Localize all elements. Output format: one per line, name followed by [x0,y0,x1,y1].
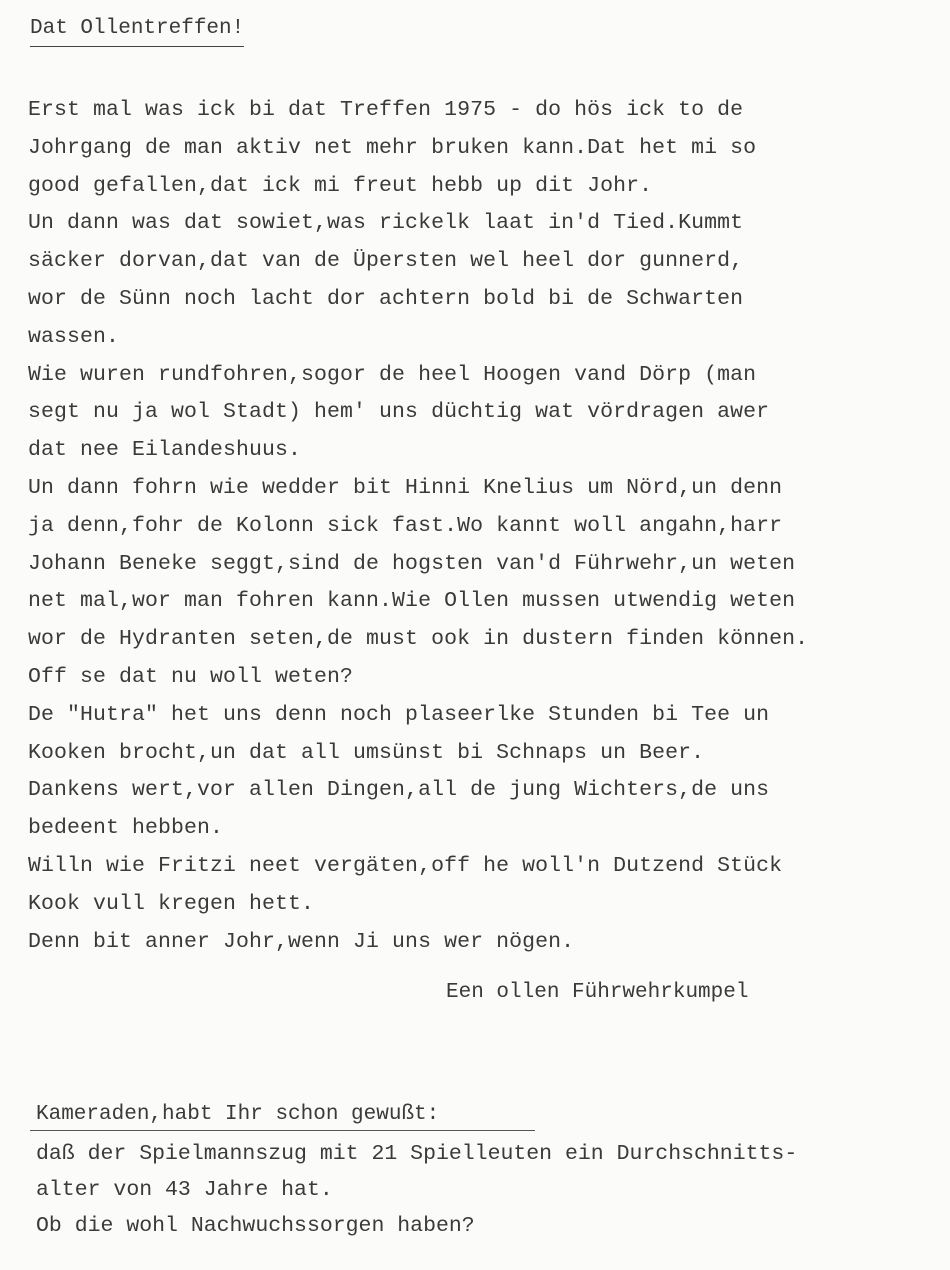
letter-body [28,92,938,961]
body-line: Erst mal was ick bi dat Treffen 1975 - do hös ick to de [28,98,744,122]
did-you-know-heading: Kameraden,habt Ihr schon gewußt: [36,1103,440,1126]
body-line: net mal,wor man fohren kann.Wie Ollen mussen utwendig weten [28,589,796,614]
body-line: Un dann was dat sowiet,was rickelk laat in'd Tied.Kummt [28,211,744,236]
body-line: Willn wie Fritzi neet vergäten,off he woll'n Dutzend Stück [28,853,783,878]
body-line: Dankens wert,vor allen Dingen,all de jung Wichters,de uns [28,778,770,803]
body-line: Kook vull kregen hett. [28,891,315,916]
body-line: Johann Beneke seggt,sind de hogsten van'd Führwehr,un weten [28,551,796,576]
body-line: De "Hutra" het uns denn noch plaseerlke Stunden bi Tee un [28,702,770,727]
box-line: alter von 43 Jahre hat. [36,1178,333,1202]
body-line: Denn bit anner Johr,wenn Ji uns wer nögen. [28,929,575,954]
body-line: wor de Hydranten seten,de must ook in dustern finden können. [28,627,809,652]
body-line: good gefallen,dat ick mi freut hebb up dit Johr. [28,173,653,198]
box-line: daß der Spielmannszug mit 21 Spielleuten ein Durchschnitts- [36,1142,798,1166]
body-line: ja denn,fohr de Kolonn sick fast.Wo kannt woll angahn,harr [28,513,783,538]
signature: Een ollen Führwehrkumpel [446,981,749,1004]
body-line: wassen. [28,324,120,349]
box-line: Ob die wohl Nachwuchssorgen haben? [36,1214,475,1238]
body-line: segt nu ja wol Stadt) hem' uns düchtig wat vördragen awer [28,400,770,425]
page-title: Dat Ollentreffen! [30,14,244,47]
body-line: Kooken brocht,un dat all umsünst bi Schnaps un Beer. [28,740,705,765]
body-line: bedeent hebben. [28,816,224,841]
body-line: wor de Sünn noch lacht dor achtern bold bi de Schwarten [28,286,744,311]
body-line: Wie wuren rundfohren,sogor de heel Hoogen vand Dörp (man [28,362,757,387]
body-line: Un dann fohrn wie wedder bit Hinni Knelius um Nörd,un denn [28,475,783,500]
did-you-know-text [36,1136,936,1244]
body-line: säcker dorvan,dat van de Üpersten wel heel dor gunnerd, [28,249,744,274]
body-line: Johrgang de man aktiv net mehr bruken kann.Dat het mi so [28,135,757,160]
body-line: dat nee Eilandeshuus. [28,438,302,463]
heading-underline [30,1130,535,1131]
body-line: Off se dat nu woll weten? [28,664,354,689]
